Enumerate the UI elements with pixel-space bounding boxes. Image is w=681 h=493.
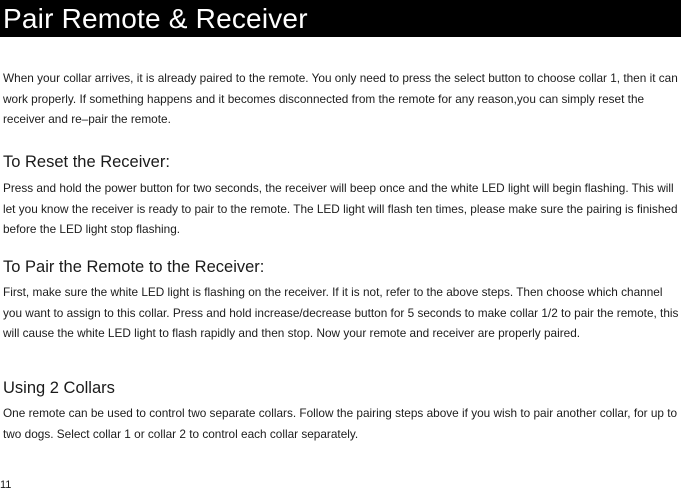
page-number: 11: [0, 479, 12, 491]
intro-paragraph: When your collar arrives, it is already paired to the remote. You only need to press the select button to choose collar 1, then it can work properly. If something happens and it becomes disconnected from the remote for any reason,you can simply reset the receiver and re–pair the remote.: [3, 71, 678, 127]
pair-remote-paragraph: First, make sure the white LED light is flashing on the receiver. If it is not, refer to the above steps. Then choose which channel you want to assign to this collar. Press and hold increase/decrease button for 5 seconds to make collar 1/2 to pair the remote, this will cause the white LED light to flash rapidly and then stop. Now your remote and receiver are properly paired.: [3, 285, 679, 341]
page-title: Pair Remote & Receiver: [3, 3, 308, 34]
pair-remote-heading: To Pair the Remote to the Receiver:: [3, 258, 265, 276]
title-banner: [0, 0, 681, 37]
reset-receiver-heading: To Reset the Receiver:: [3, 153, 170, 171]
two-collars-heading: Using 2 Collars: [3, 379, 115, 397]
reset-receiver-paragraph: Press and hold the power button for two seconds, the receiver will beep once and the white LED light will begin flashing. This will let you know the receiver is ready to pair to the remote. The LED light will flash ten times, please make sure the pairing is finished before the LED light stop flashing.: [3, 181, 678, 237]
two-collars-paragraph: One remote can be used to control two separate collars. Follow the pairing steps above if you wish to pair another collar, for up to two dogs. Select collar 1 or collar 2 to control each collar separately.: [3, 406, 678, 441]
